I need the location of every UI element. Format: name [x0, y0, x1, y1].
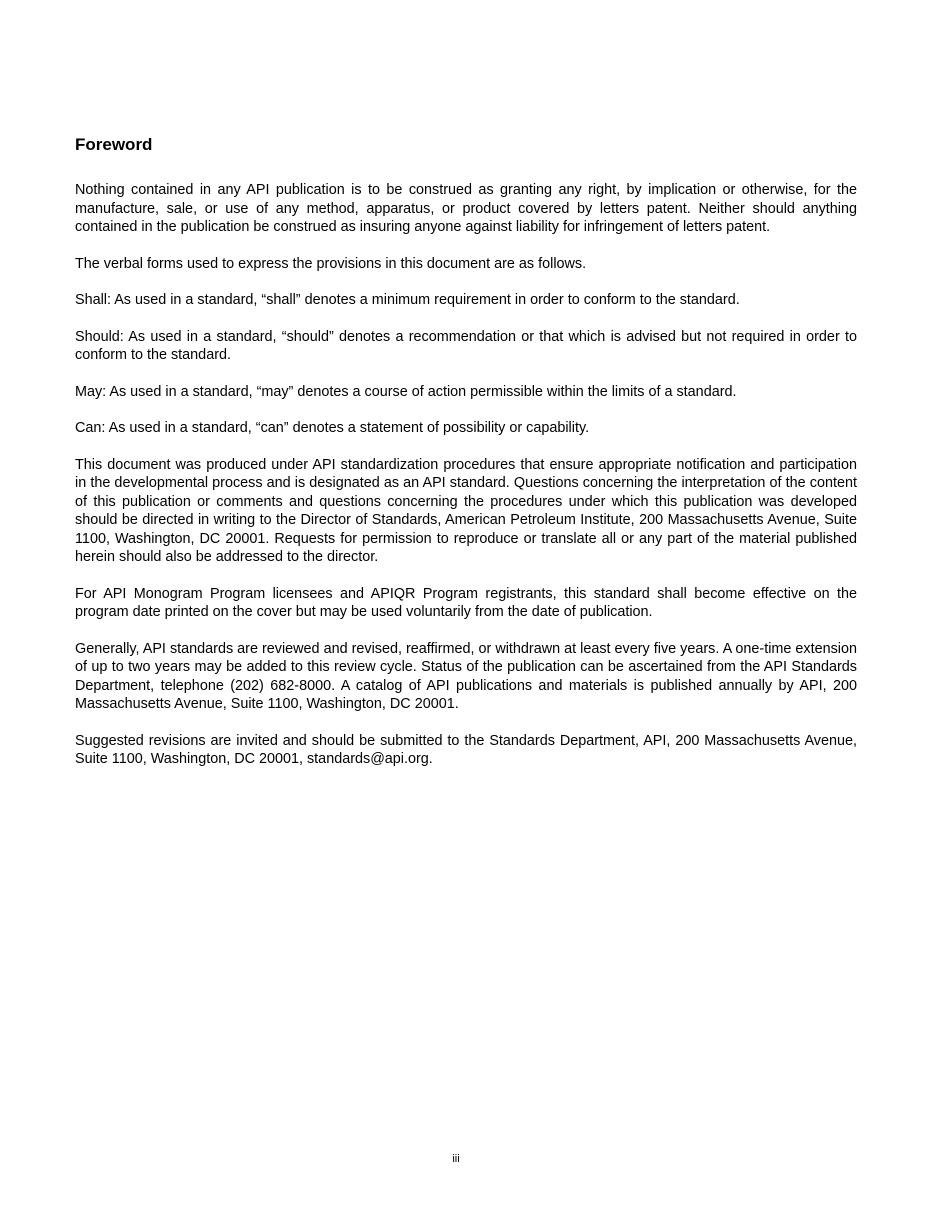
paragraph-effective-date: For API Monogram Program licensees and APIQR Program registrants, this standard shall become effective on the program date printed on the cover but may be used voluntarily from the date of publication.: [75, 585, 857, 620]
paragraph-verbal-forms: The verbal forms used to express the provisions in this document are as follows.: [75, 255, 587, 272]
paragraph-should-definition: Should: As used in a standard, “should” denotes a recommendation or that which is advised but not required in order to conform to the standard.: [75, 328, 857, 363]
foreword-section: [75, 135, 857, 787]
paragraph-review-cycle: Generally, API standards are reviewed and revised, reaffirmed, or withdrawn at least every five years. A one-time extension of up to two years may be added to this review cycle. Status of the publication can be ascertained from the API Standards Department, telephone (202) 682-8000. A catalog of API publications and materials is published annually by API, 200 Massachusetts Avenue, Suite 1100, Washington, DC 20001.: [75, 640, 857, 712]
paragraph-can-definition: Can: As used in a standard, “can” denotes a statement of possibility or capability.: [75, 420, 590, 436]
paragraph-may-definition: May: As used in a standard, “may” denotes a course of action permissible within the limits of a standard.: [75, 383, 737, 400]
page-title: Foreword: [75, 135, 153, 154]
paragraph-standardization-procedures: This document was produced under API standardization procedures that ensure appropriate notification and participation in the developmental process and is designated as an API standard. Questions concerning the interpretation of the content of this publication or comments and questions concerning the procedures under which this publication was developed should be directed in writing to the Director of Standards, American Petroleum Institute, 200 Massachusetts Avenue, Suite 1100, Washington, DC 20001. Requests for permission to reproduce or translate all or any part of the material published herein should also be addressed to the director.: [75, 456, 857, 565]
paragraph-patent-disclaimer: Nothing contained in any API publication is to be construed as granting any right, by implication or otherwise, for the manufacture, sale, or use of any method, apparatus, or product covered by letters patent. Neither should anything contained in the publication be construed as insuring anyone against liability for infringement of letters patent.: [75, 182, 857, 235]
page-number: iii: [452, 1153, 460, 1165]
paragraph-suggested-revisions: Suggested revisions are invited and should be submitted to the Standards Department, API, 200 Massachusetts Avenue, Suite 1100, Washington, DC 20001, standards@api.org.: [75, 732, 857, 767]
paragraph-shall-definition: Shall: As used in a standard, “shall” denotes a minimum requirement in order to conform to the standard.: [75, 292, 740, 308]
